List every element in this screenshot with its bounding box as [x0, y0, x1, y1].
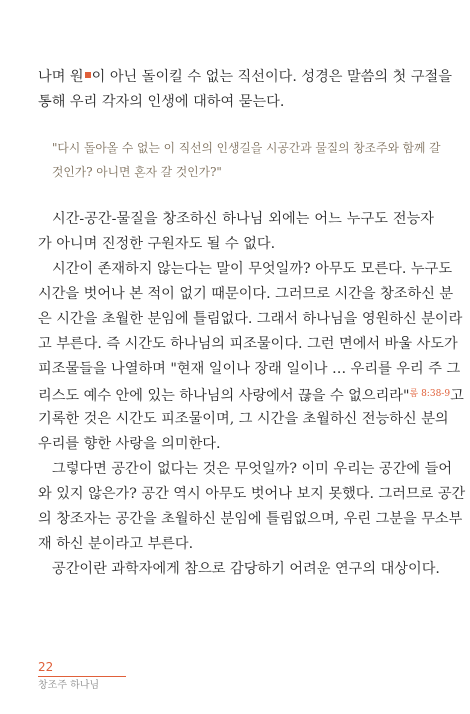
- paragraph-2-line-1: 시간-공간-물질을 창조하신 하나님 외에는 어느 누구도 전능자: [52, 211, 434, 227]
- paragraph-5-line-1: 공간이란 과학자에게 참으로 감당하기 어려운 연구의 대상이다.: [52, 561, 440, 577]
- text-fragment: 고: [450, 388, 464, 404]
- spacer: [38, 184, 434, 208]
- page-body: [38, 66, 466, 583]
- paragraph-1-line-2: 통해 우리 각자의 인생에 대하여 묻는다.: [38, 94, 285, 110]
- paragraph-3-line-1: 시간이 존재하지 않는다는 말이 무엇일까? 아무도 모른다. 누구도: [52, 261, 453, 277]
- paragraph-4-line-3: 의 창조자는 공간을 초월하신 분임에 틀림없으며, 우린 그분을 무소부: [38, 511, 463, 527]
- page-number: 22: [38, 660, 54, 674]
- text-fragment: 나며 원: [38, 69, 84, 85]
- paragraph-4-line-2: 와 있지 않은가? 공간 역시 아무도 벗어나 보지 못했다. 그러므로 공간: [38, 486, 466, 502]
- quote-line-1: "다시 돌아올 수 없는 이 직선의 인생길을 시공간과 물질의 창조주와 함께 갈: [52, 141, 441, 155]
- orange-square-mark: [85, 72, 91, 78]
- paragraph-3-line-8: 우리를 향한 사랑을 의미한다.: [38, 436, 221, 452]
- paragraph-4-line-4: 재 하신 분이라고 부른다.: [38, 536, 194, 552]
- paragraph-4-line-1: 그렇다면 공간이 없다는 것은 무엇일까? 이미 우리는 공간에 들어: [52, 461, 453, 477]
- page-footer: [38, 660, 126, 693]
- running-title: 창조주 하나님: [38, 680, 100, 691]
- paragraph-3-line-3: 은 시간을 초월한 분임에 틀림없다. 그래서 하나님을 영원하신 분이라: [38, 311, 463, 327]
- quote-line-2: 것인가? 아니면 혼자 갈 것인가?": [52, 165, 222, 179]
- block-quote: [52, 136, 441, 184]
- paragraph-3-line-5: 피조물들을 나열하며 "현재 일이나 장래 일이나 … 우리를 우리 주 그: [38, 361, 461, 377]
- paragraph-3-line-6: [38, 383, 464, 408]
- text-fragment: 이 아닌 돌이킬 수 없는 직선이다. 성경은 말씀의 첫 구절을: [91, 69, 452, 85]
- scripture-reference: 롬 8:38-9: [409, 389, 451, 399]
- footer-divider: [38, 676, 126, 677]
- text-fragment: 리스도 예수 안에 있는 하나님의 사랑에서 끊을 수 없으리라": [38, 388, 410, 404]
- paragraph-2-line-2: 가 아니며 진정한 구원자도 될 수 없다.: [38, 236, 276, 252]
- paragraph-3-line-7: 기록한 것은 시간도 피조물이며, 그 시간을 초월하신 전능하신 분의: [38, 411, 449, 427]
- paragraph-1-line-1: [38, 66, 452, 91]
- paragraph-3-line-2: 시간을 벗어나 본 적이 없기 때문이다. 그러므로 시간을 창조하신 분: [38, 286, 454, 302]
- paragraph-3-line-4: 고 부른다. 즉 시간도 하나님의 피조물이다. 그런 면에서 바울 사도가: [38, 336, 458, 352]
